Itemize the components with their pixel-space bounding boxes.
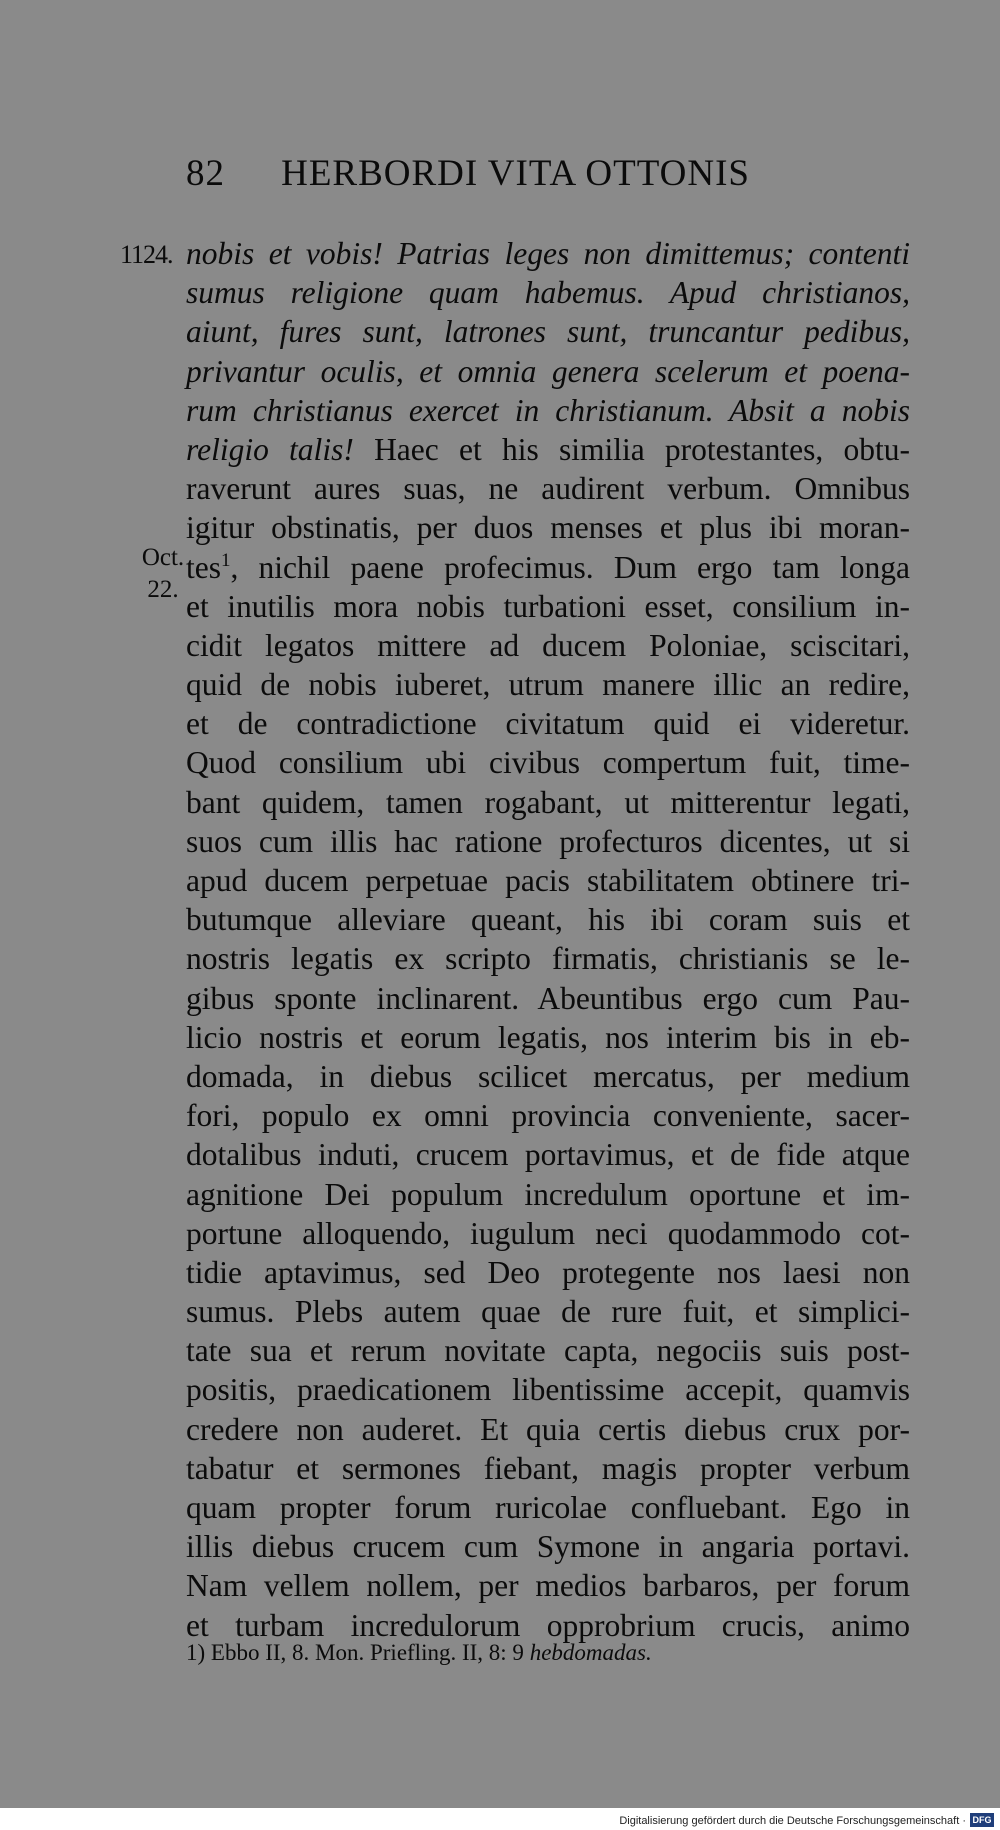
text-line-roman-part: Haec et his similia protestantes, obtu- xyxy=(374,431,910,467)
digitization-note: Digitalisierung gefördert durch die Deutsche Forschungsgemeinschaft · xyxy=(619,1815,966,1827)
text-line: domada, in diebus scilicet mercatus, per medium xyxy=(186,1058,910,1094)
text-line: butumque alleviare queant, his ibi coram suis et xyxy=(186,902,910,938)
text-line: quid de nobis iuberet, utrum manere illic an redire, xyxy=(186,667,910,703)
text-line: gibus sponte inclinarent. Abeuntibus ergo cum Pau- xyxy=(186,980,910,1016)
text-line: tate sua et rerum novitate capta, negociis suis post- xyxy=(186,1333,910,1369)
margin-year: 1124. xyxy=(120,240,173,269)
text-line: suos cum illis hac ratione profecturos dicentes, ut si xyxy=(186,823,910,859)
text-line: igitur obstinatis, per duos menses et plus ibi moran- xyxy=(186,510,910,546)
digitization-footer xyxy=(0,1808,1000,1830)
dfg-logo: DFG xyxy=(970,1813,994,1827)
text-line: positis, praedicationem libentissime accepit, quamvis xyxy=(186,1372,910,1408)
text-line: et de contradictione civitatum quid ei videretur. xyxy=(186,706,910,742)
text-line: portune alloquendo, iugulum neci quodammodo cot- xyxy=(186,1215,910,1251)
footnote-italic: hebdomadas. xyxy=(529,1640,652,1665)
text-line: nobis et vobis! Patrias leges non dimittemus; contenti xyxy=(186,236,910,271)
text-line xyxy=(186,430,910,469)
text-line: rum christianus exercet in christianum. Absit a nobis xyxy=(186,392,910,428)
margin-month: Oct. xyxy=(141,544,185,571)
text-line: sumus. Plebs autem quae de rure fuit, et simplici- xyxy=(186,1294,910,1330)
body-text xyxy=(186,234,910,1645)
text-line: aiunt, fures sunt, latrones sunt, truncantur pedibus, xyxy=(186,314,910,350)
margin-day: 22. xyxy=(147,576,179,603)
text-line: bant quidem, tamen rogabant, ut mitterentur legati, xyxy=(186,784,910,820)
text-line: illis diebus crucem cum Symone in angaria portavi. xyxy=(186,1529,910,1565)
footnote-marker: 1 xyxy=(221,549,231,571)
text-line: apud ducem perpetuae pacis stabilitatem obtinere tri- xyxy=(186,863,910,898)
text-line: quam propter forum ruricolae confluebant. Ego in xyxy=(186,1490,910,1525)
text-line: cidit legatos mittere ad ducem Poloniae, sciscitari, xyxy=(186,627,910,663)
footnote-text: 1) Ebbo II, 8. Mon. Priefling. II, 8: 9 xyxy=(186,1640,530,1665)
footnote xyxy=(186,1640,652,1666)
running-title: HERBORDI VITA OTTONIS xyxy=(281,153,750,194)
text-line-start: tes xyxy=(186,549,221,585)
text-line: et turbam incredulorum opprobrium crucis, animo xyxy=(186,1607,910,1643)
text-line: et inutilis mora nobis turbationi esset, consilium in- xyxy=(186,588,910,624)
text-line: credere non auderet. Et quia certis diebus crux por- xyxy=(186,1411,910,1447)
text-line: licio nostris et eorum legatis, nos interim bis in eb- xyxy=(186,1019,910,1055)
text-line: sumus religione quam habemus. Apud christianos, xyxy=(186,275,910,311)
text-line xyxy=(186,548,910,587)
text-line: tabatur et sermones fiebant, magis propter verbum xyxy=(186,1450,910,1486)
text-line: agnitione Dei populum incredulum oportune et im- xyxy=(186,1176,910,1212)
text-line: tidie aptavimus, sed Deo protegente nos laesi non xyxy=(186,1254,910,1290)
text-line: Nam vellem nollem, per medios barbaros, per forum xyxy=(186,1568,910,1604)
text-line-italic-part: religio talis! xyxy=(186,431,354,467)
page-number: 82 xyxy=(186,153,225,194)
text-line: Quod consilium ubi civibus compertum fuit, time- xyxy=(186,745,910,781)
text-line-rest: , nichil paene profecimus. Dum ergo tam longa xyxy=(230,549,910,585)
page-header xyxy=(186,152,750,202)
margin-date xyxy=(138,542,188,606)
text-line: fori, populo ex omni provincia conveniente, sacer- xyxy=(186,1098,910,1134)
text-line: dotalibus induti, crucem portavimus, et de fide atque xyxy=(186,1137,910,1173)
text-line: privantur oculis, et omnia genera scelerum et poena- xyxy=(186,353,910,389)
text-line: raverunt aures suas, ne audirent verbum. Omnibus xyxy=(186,471,910,507)
text-line: nostris legatis ex scripto firmatis, christianis se le- xyxy=(186,941,910,977)
